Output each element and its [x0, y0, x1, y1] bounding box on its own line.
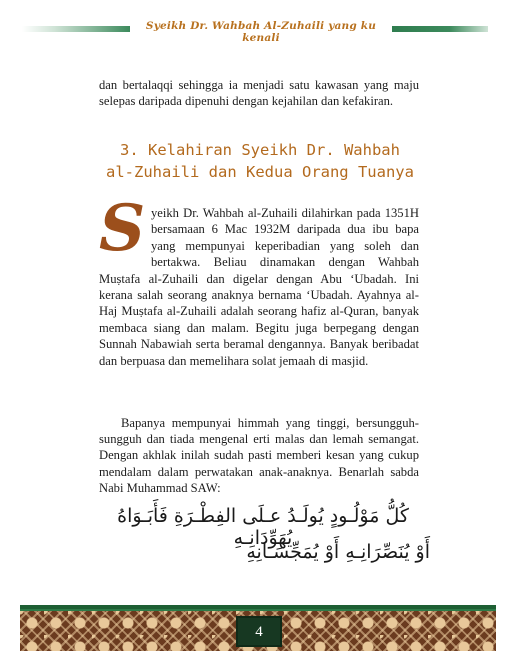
- section-heading: [90, 139, 430, 183]
- section-heading-line-2: al-Zuhaili dan Kedua Orang Tuanya: [106, 163, 414, 181]
- paragraph-birth-text: yeikh Dr. Wahbah al-Zuhaili dilahirkan pada 1351H bersamaan 6 Mac 1932M daripada dua ibu bapa yang mempunyai keperibadian yang soleh dan bertakwa. Beliau dinamakan dengan Wahbah Muṣtafa al-Zuhaili dan digelar dengan Abu ‘Ubadah. Ini kerana salah seorang anaknya bernama ‘Ubadah. Ayahnya al-Haj Muṣtafa al-Zuhaili adalah seorang hafiz al-Quran, banyak membaca siang dan malam. Begitu juga berpegang dengan Sunnah Nabawiah serta beramal dengannya. Banyak beribadat dan berpuasa dan memelihara solat jemaah di masjid.: [99, 206, 419, 368]
- drop-cap: S: [99, 191, 146, 266]
- page-number: 4: [236, 616, 282, 647]
- header-rule-right: [392, 26, 488, 32]
- section-heading-line-1: 3. Kelahiran Syeikh Dr. Wahbah: [120, 141, 400, 159]
- hadith-line-2: أَوْ يُنَصِّرَانِـهِ أَوْ يُمَجِّسَـانِهِ: [246, 541, 430, 563]
- paragraph-father: Bapanya mempunyai himmah yang tinggi, bersungguh-sungguh dan tiada mengenal erti malas dan lemah semangat. Dengan akhlak inilah sudah pasti memberi kesan yang cukup mendalam dalam perwatakan anak-anaknya. Benarlah sabda Nabi Muhammad SAW:: [99, 415, 419, 496]
- paragraph-birth: [99, 191, 419, 369]
- header-rule-left: [22, 26, 130, 32]
- hadith-line-1: كُلُّ مَوْلُـودٍ يُولَـدُ عـلَى الفِطْـرَةِ فَأَبَـوَاهُ يُهَوِّدَانِـهِ: [117, 505, 409, 549]
- running-header: [0, 18, 510, 44]
- running-header-title: Syeikh Dr. Wahbah Al-Zuhaili yang ku kenali: [145, 20, 377, 44]
- paragraph-intro: dan bertalaqqi sehingga ia menjadi satu kawasan yang maju selepas daripada dipenuhi dengan kejahilan dan kefakiran.: [99, 77, 419, 108]
